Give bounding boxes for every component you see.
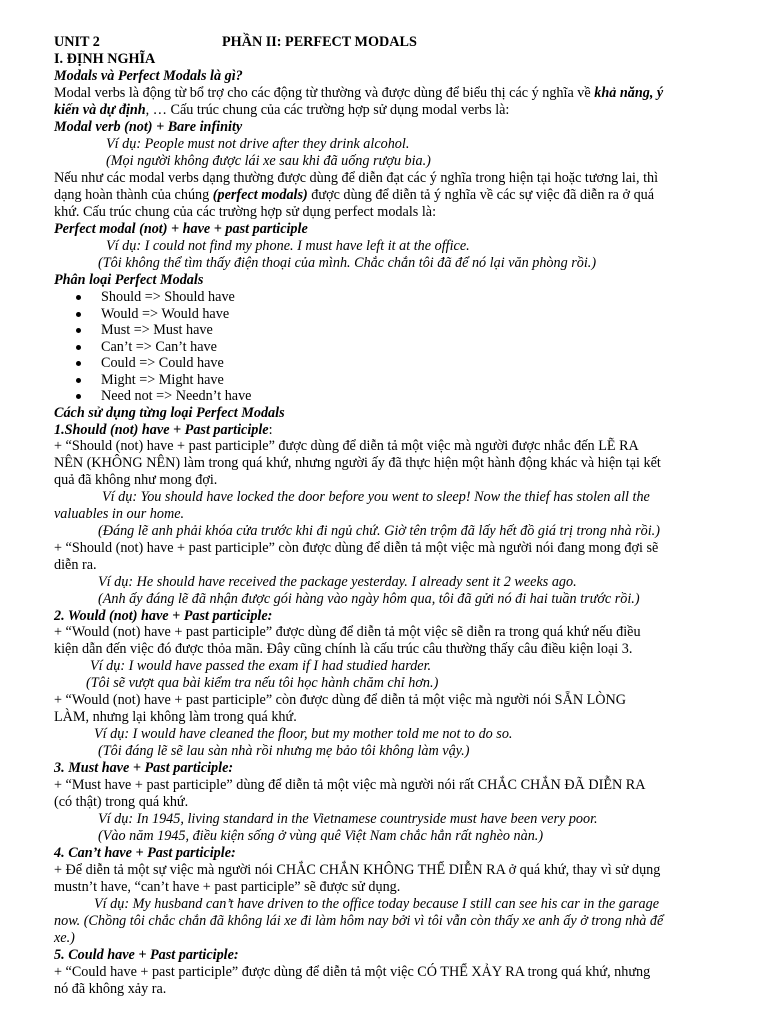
example-translation: (Anh ấy đáng lẽ đã nhận được gói hàng vào ngày hôm qua, tôi đã gửi nó đi hai tuần trước rồi.) bbox=[98, 591, 640, 607]
section-heading: I. ĐỊNH NGHĨA bbox=[54, 51, 156, 67]
bullet-icon bbox=[76, 345, 81, 350]
example-translation: (Đáng lẽ anh phải khóa cửa trước khi đi ngủ chứ. Giờ tên trộm đã lấy hết đồ giá trị trong nhà rồi.) bbox=[98, 523, 660, 539]
subheading: Phân loại Perfect Modals bbox=[54, 272, 204, 288]
paragraph-line: + “Could have + past participle” được dùng để diễn tả một việc CÓ THỂ XẢY RA trong quá khứ, nhưng bbox=[54, 964, 651, 980]
paragraph-line: mustn’t have, “can’t have + past participle” sẽ được sử dụng. bbox=[54, 879, 401, 895]
section-title: 2. Would (not) have + Past participle: bbox=[54, 608, 273, 624]
list-item-text: Could => Could have bbox=[101, 355, 224, 371]
example: now. (Chồng tôi chắc chắn đã không lái xe đi làm hôm nay bởi vì tôi vẫn còn thấy xe anh ấy ở trong nhà để bbox=[54, 913, 664, 929]
example: Ví dụ: You should have locked the door before you went to sleep! Now the thief has stolen all the bbox=[102, 489, 650, 505]
list-item-text: Would => Would have bbox=[101, 305, 230, 322]
bullet-icon bbox=[76, 361, 81, 366]
paragraph-line bbox=[54, 102, 509, 119]
paragraph-line bbox=[54, 85, 663, 102]
bullet-icon bbox=[76, 295, 81, 300]
list-item-text: Need not => Needn’t have bbox=[101, 388, 252, 404]
bullet-icon bbox=[76, 312, 81, 317]
example: Ví dụ: My husband can’t have driven to the office today because I still can see his car in the garage bbox=[94, 896, 659, 912]
example-translation: (Mọi người không được lái xe sau khi đã uống rượu bia.) bbox=[106, 153, 431, 169]
emphasis: (perfect modals) bbox=[212, 187, 308, 203]
paragraph-line: Nếu như các modal verbs dạng thường được dùng để diễn đạt các ý nghĩa trong hiện tại hoặc tương lai, thì bbox=[54, 170, 659, 186]
bullet-icon bbox=[76, 378, 81, 383]
bullet-icon bbox=[76, 394, 81, 399]
example: Ví dụ: I would have cleaned the floor, but my mother told me not to do so. bbox=[94, 726, 513, 742]
section-title bbox=[54, 422, 273, 439]
formula: Modal verb (not) + Bare infinity bbox=[54, 119, 243, 135]
emphasis: kiến và dự định bbox=[54, 102, 146, 118]
paragraph-line: khứ. Cấu trúc chung của các trường hợp sử dụng perfect modals là: bbox=[54, 204, 437, 220]
formula: Perfect modal (not) + have + past participle bbox=[54, 221, 308, 237]
question-heading: Modals và Perfect Modals là gì? bbox=[54, 68, 243, 84]
text: dạng hoàn thành của chúng bbox=[54, 187, 213, 203]
example: xe.) bbox=[54, 930, 75, 946]
list-item-text: Might => Might have bbox=[101, 371, 224, 388]
section-title: 5. Could have + Past participle: bbox=[54, 947, 239, 963]
paragraph-line: LÀM, nhưng lại không làm trong quá khứ. bbox=[54, 709, 297, 725]
example: Ví dụ: He should have received the package yesterday. I already sent it 2 weeks ago. bbox=[98, 574, 577, 590]
example: valuables in our home. bbox=[54, 506, 185, 522]
emphasis: khả năng, ý bbox=[594, 85, 664, 101]
paragraph-line: quả đã không như mong đợi. bbox=[54, 472, 218, 488]
list-item-text: Can’t => Can’t have bbox=[101, 338, 217, 355]
paragraph-line: + Để diễn tả một sự việc mà người nói CHẮC CHẮN KHÔNG THỂ DIỄN RA ở quá khứ, thay vì sử dụng bbox=[54, 862, 661, 878]
paragraph-line: kiện dẫn đến việc đó được thỏa mãn. Đây cũng chính là cấu trúc câu thường thấy câu điều kiện loại 3. bbox=[54, 641, 633, 657]
colon: : bbox=[268, 422, 273, 438]
example: Ví dụ: I would have passed the exam if I had studied harder. bbox=[90, 658, 432, 674]
list-item-text: Must => Must have bbox=[101, 322, 213, 338]
paragraph-line: + “Would (not) have + past participle” được dùng để diễn tả một việc sẽ diễn ra trong quá khứ nếu điều bbox=[54, 624, 641, 640]
example-translation: (Tôi không thể tìm thấy điện thoại của mình. Chắc chắn tôi đã để nó lại văn phòng rồi.) bbox=[98, 255, 597, 271]
paragraph-line: diễn ra. bbox=[54, 557, 97, 573]
example: Ví dụ: People must not drive after they drink alcohol. bbox=[106, 136, 410, 152]
section-title: 3. Must have + Past participle: bbox=[54, 760, 234, 776]
paragraph-line: + “Should (not) have + past participle” còn được dùng để diễn tả một việc mà người nói đang mong đợi sẽ bbox=[54, 540, 659, 556]
example: Ví dụ: In 1945, living standard in the Vietnamese countryside must have been very poor. bbox=[98, 811, 598, 827]
part-title: PHẦN II: PERFECT MODALS bbox=[222, 34, 417, 50]
subheading: Cách sử dụng từng loại Perfect Modals bbox=[54, 405, 285, 421]
unit-label: UNIT 2 bbox=[54, 34, 100, 50]
paragraph-line: + “Must have + past participle” dùng để diễn tả một việc mà người nói rất CHẮC CHẮN ĐÃ DIỄN RA bbox=[54, 777, 646, 793]
example: Ví dụ: I could not find my phone. I must have left it at the office. bbox=[106, 238, 470, 254]
paragraph-line: + “Should (not) have + past participle” được dùng để diễn tả một việc mà người được nhắc đến LẼ RA bbox=[54, 438, 639, 454]
paragraph-line: (có thật) trong quá khứ. bbox=[54, 794, 189, 810]
paragraph-line: + “Would (not) have + past participle” còn được dùng để diễn tả một việc mà người nói SẴN LÒNG bbox=[54, 692, 627, 708]
bullet-icon bbox=[76, 328, 81, 333]
section-title: 4. Can’t have + Past participle: bbox=[54, 845, 236, 861]
paragraph-line: NÊN (KHÔNG NÊN) làm trong quá khứ, nhưng người ấy đã thực hiện một hành động khác và hiện tại kết bbox=[54, 455, 661, 471]
text: , … Cấu trúc chung của các trường hợp sử dụng modal verbs là: bbox=[145, 102, 510, 118]
title-text: 1.Should (not) have + Past participle bbox=[54, 422, 269, 438]
example-translation: (Vào năm 1945, điều kiện sống ở vùng quê Việt Nam chắc hẳn rất nghèo nàn.) bbox=[98, 828, 544, 844]
paragraph-line bbox=[54, 187, 654, 204]
text: được dùng để diễn tả ý nghĩa về các sự việc đã diễn ra ở quá bbox=[307, 187, 655, 203]
text: Modal verbs là động từ bổ trợ cho các động từ thường và được dùng để biểu thị các ý nghĩa về bbox=[54, 85, 595, 101]
list-item-text: Should => Should have bbox=[101, 289, 235, 305]
example-translation: (Tôi sẽ vượt qua bài kiểm tra nếu tôi học hành chăm chỉ hơn.) bbox=[86, 675, 439, 691]
example-translation: (Tôi đáng lẽ sẽ lau sàn nhà rồi nhưng mẹ bảo tôi không làm vậy.) bbox=[98, 743, 470, 759]
paragraph-line: nó đã không xảy ra. bbox=[54, 981, 167, 997]
